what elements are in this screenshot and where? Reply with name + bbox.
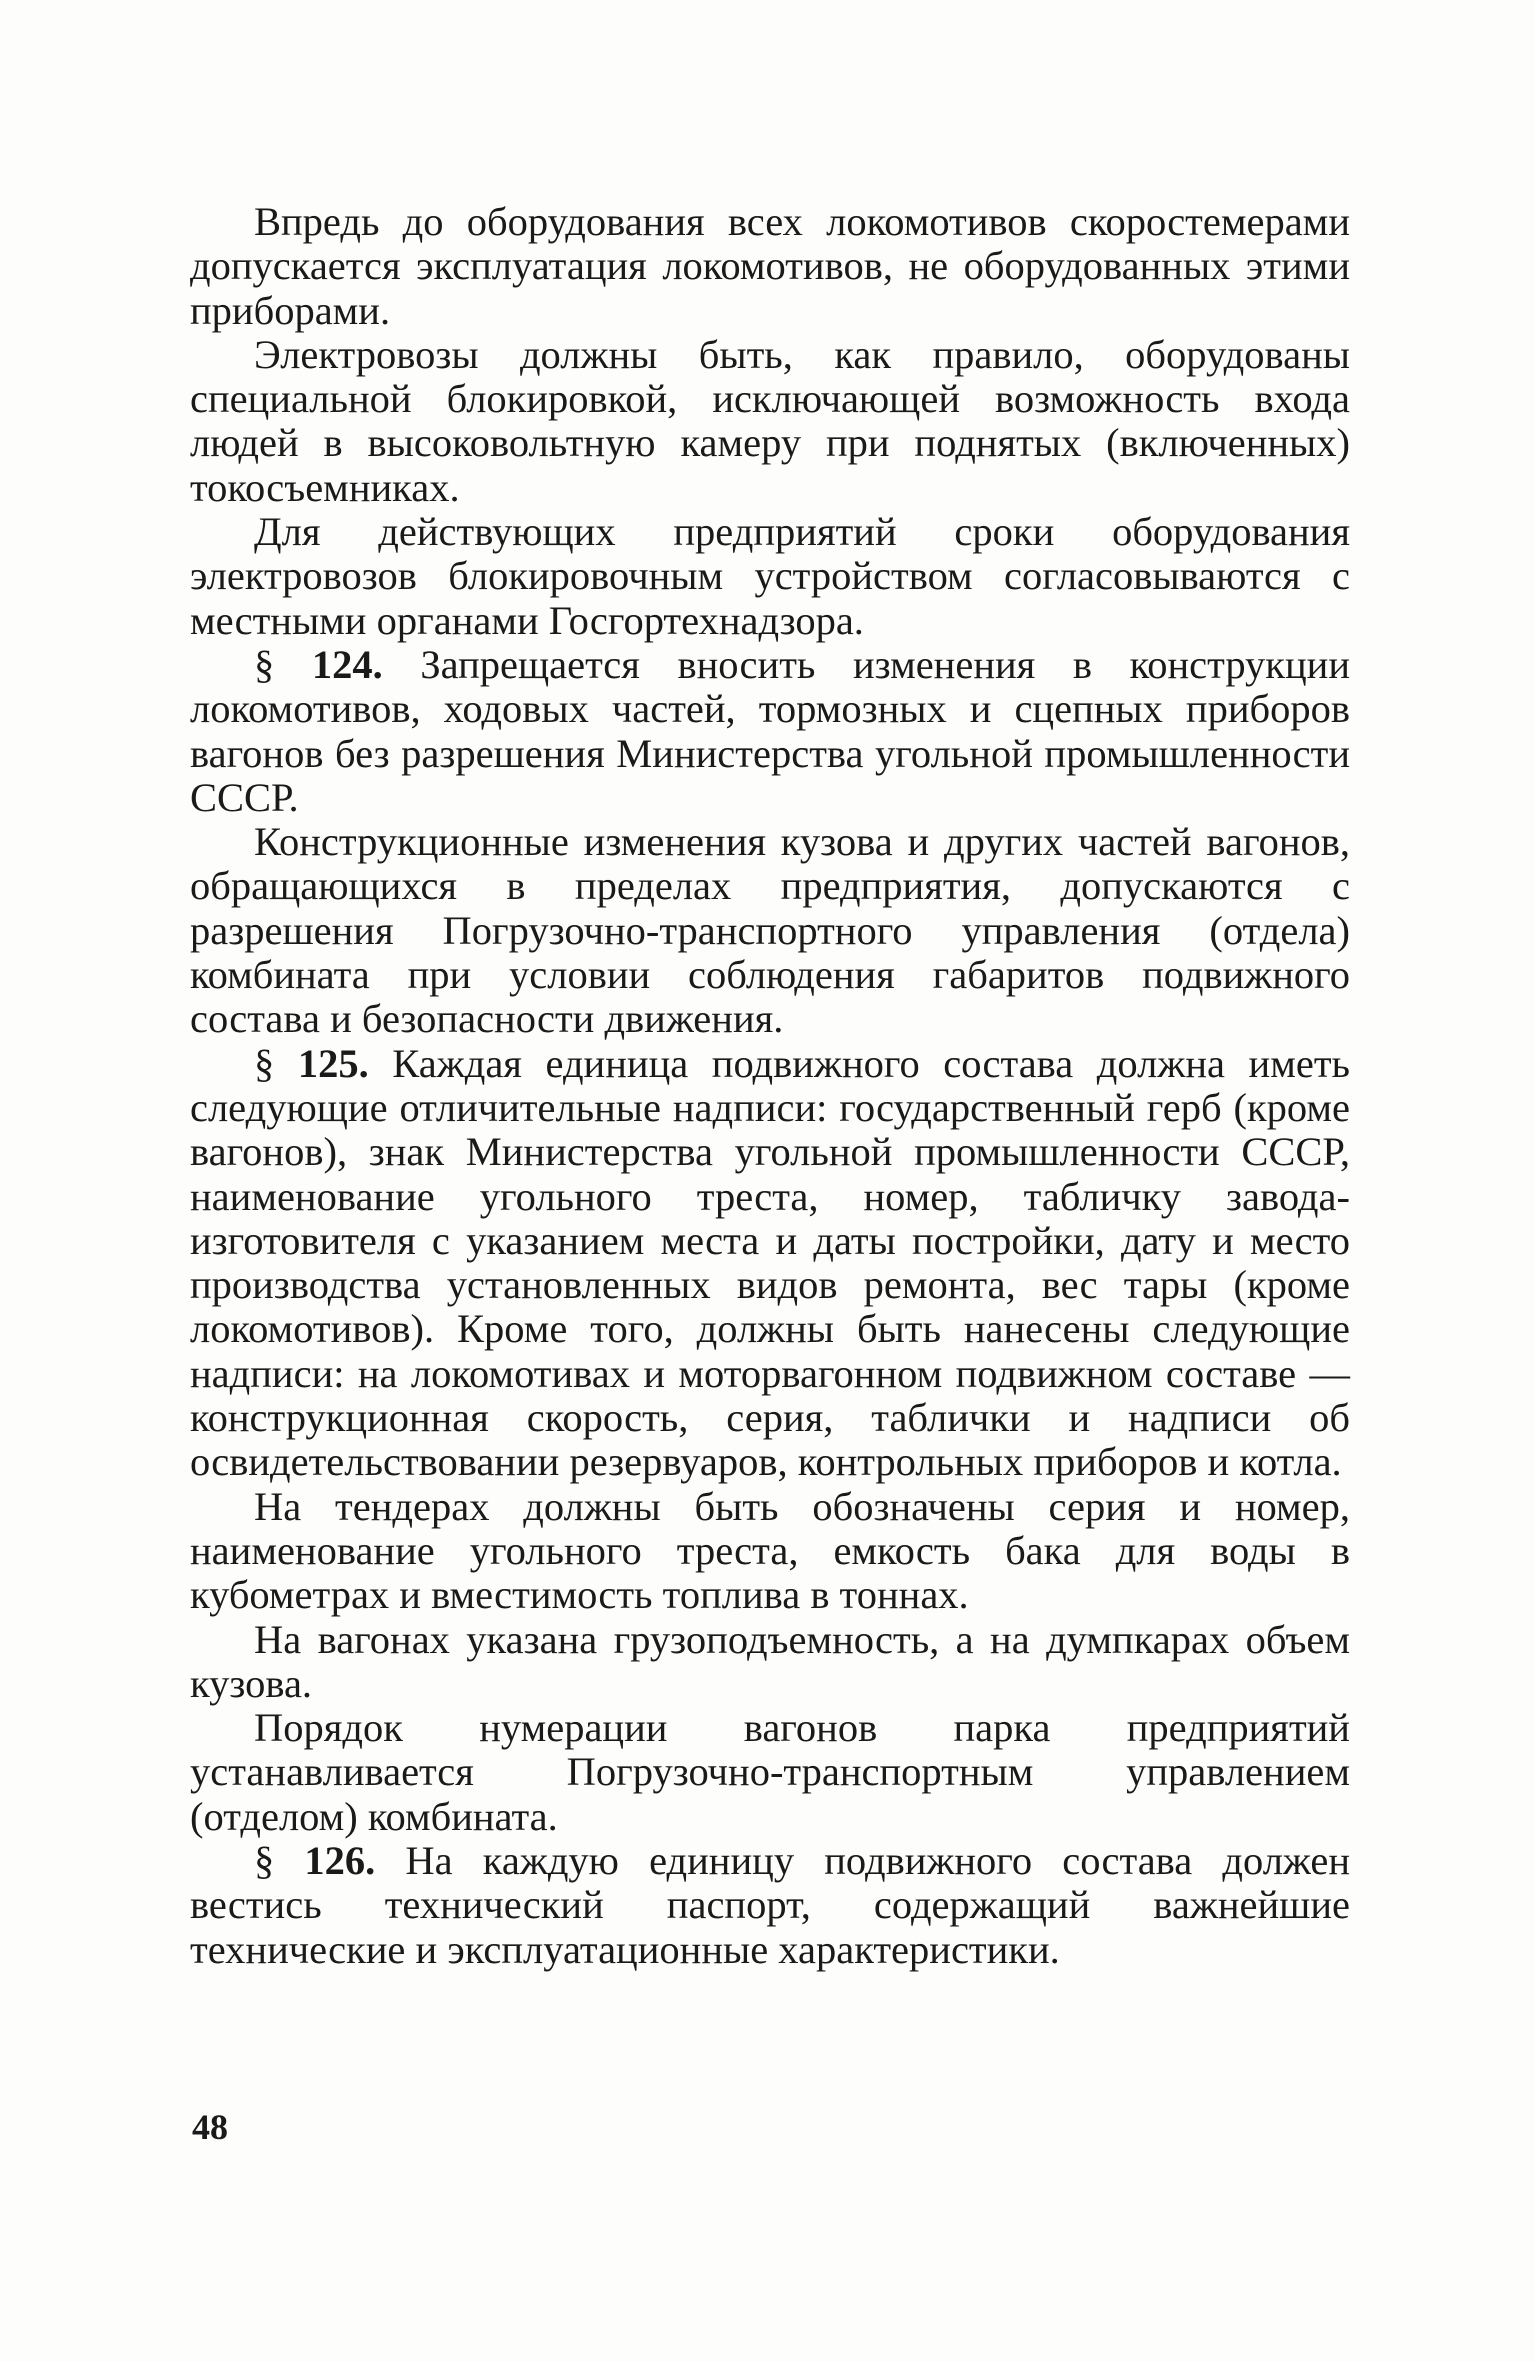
section-paragraph-124: § 124. Запрещается вносить изменения в конструкции локомотивов, ходовых частей, тормозных и сцепных приборов вагонов без разрешения Министерства угольной промышленности СССР. [190,641,1350,820]
section-sign: § [254,1040,275,1086]
section-paragraph-126: § 126. На каждую единицу подвижного состава должен вестись технический паспорт, содержащий важнейшие технические и эксплуатационные характеристики. [190,1837,1351,1972]
page-number: 48 [192,2107,228,2147]
paragraph: Электровозы должны быть, как правило, оборудованы специальной блокировкой, исключающей возможность входа людей в высоковольтную камеру при поднятых (включенных) токосъемниках. [190,331,1350,510]
paragraph: На вагонах указана грузоподъемность, а на думпкарах объем кузова. [190,1616,1350,1706]
section-number: 125. [297,1040,369,1086]
section-paragraph-125: § 125. Каждая единица подвижного состава должна иметь следующие отличительные надписи: государственный герб (кроме вагонов), знак Министерства угольной промышленности СССР, наименование угольного треста, номер, табличку завода-изготовителя с указанием места и даты постройки, дату и место производства установленных видов ремонта, вес тары (кроме локомотивов). Кроме того, должны быть нанесены следующие надписи: на локомотивах и моторвагонном подвижном составе — конструкционная скорость, серия, таблички и надписи об освидетельствовании резервуаров, контрольных приборов и котла. [190,1040,1350,1485]
paragraph: На тендерах должны быть обозначены серия и номер, наименование угольного треста, емкость бака для воды в кубометрах и вместимость топлива в тоннах. [190,1483,1350,1618]
section-sign: § [254,641,275,687]
paragraph: Для действующих предприятий сроки оборудования электровозов блокировочным устройством согласовываются с местными органами Госгортехнадзора. [190,509,1350,643]
paragraph: Порядок нумерации вагонов парка предприятий устанавливается Погрузочно-транспортным управлением (отделом) комбината. [190,1705,1350,1839]
section-number: 126. [304,1837,376,1883]
body-text [190,200,1350,1972]
section-number: 124. [311,641,383,687]
section-sign: § [254,1837,275,1883]
paragraph: Конструкционные изменения кузова и других частей вагонов, обращающихся в пределах предприятия, допускаются с разрешения Погрузочно-транспортного управления (отдела) комбината при условии соблюдения габаритов подвижного состава и безопасности движения. [190,819,1350,1042]
paragraph: Впредь до оборудования всех локомотивов скоростемерами допускается эксплуатация локомотивов, не оборудованных этими приборами. [190,199,1350,333]
